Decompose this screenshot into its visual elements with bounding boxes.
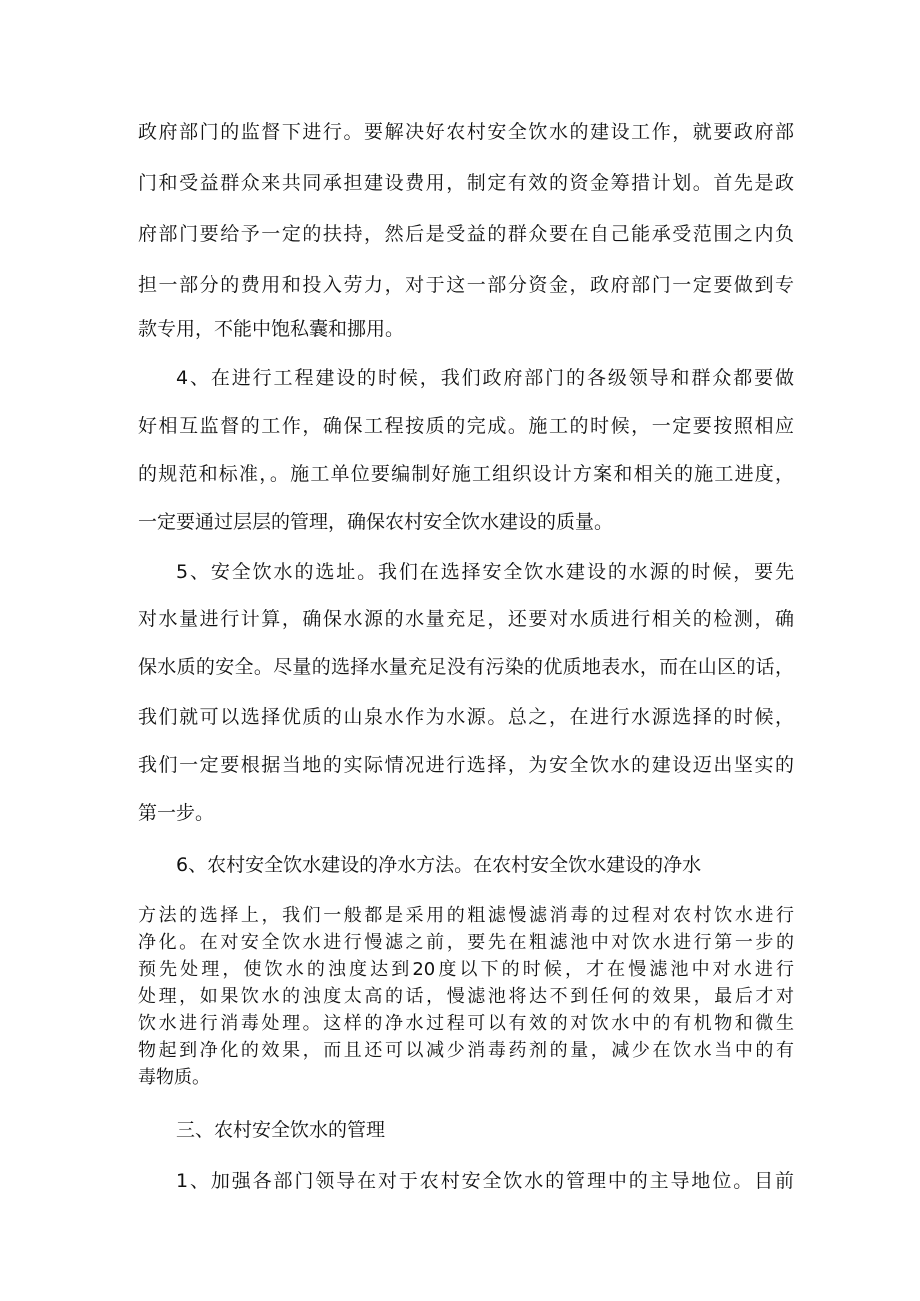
paragraph-line: 方法的选择上，我们一般都是采用的粗滤慢滤消毒的过程对农村饮水进行 <box>138 905 794 926</box>
paragraph-line: 府部门要给予一定的扶持，然后是受益的群众要在自己能承受范围之内负 <box>138 223 794 245</box>
paragraph-line: 6、农村安全饮水建设的净水方法。在农村安全饮水建设的净水 <box>176 854 702 876</box>
paragraph-line: 预先处理，使饮水的浊度达到20度以下的时候，才在慢滤池中对水进行 <box>138 959 794 980</box>
paragraph-line: 饮水进行消毒处理。这样的净水过程可以有效的对饮水中的有机物和微生 <box>138 1013 794 1034</box>
paragraph-line: 物起到净化的效果，而且还可以减少消毒药剂的量，减少在饮水当中的有 <box>138 1040 794 1061</box>
paragraph-line: 第一步。 <box>138 802 215 824</box>
paragraph-line: 的规范和标准，。施工单位要编制好施工组织设计方案和相关的施工进度， <box>138 463 794 485</box>
paragraph-line: 4、在进行工程建设的时候，我们政府部门的各级领导和群众都要做 <box>176 367 794 389</box>
paragraph-line: 处理，如果饮水的浊度太高的话，慢滤池将达不到任何的效果，最后才对 <box>138 986 794 1007</box>
paragraph-line: 对水量进行计算，确保水源的水量充足，还要对水质进行相关的检测，确 <box>138 608 794 630</box>
paragraph-line: 款专用，不能中饱私囊和挪用。 <box>138 318 405 340</box>
paragraph-line: 我们一定要根据当地的实际情况进行选择，为安全饮水的建设迈出坚实的 <box>138 754 794 776</box>
paragraph-line: 保水质的安全。尽量的选择水量充足没有污染的优质地表水，而在山区的话， <box>138 656 794 678</box>
paragraph-line: 一定要通过层层的管理，确保农村安全饮水建设的质量。 <box>138 511 614 533</box>
paragraph-line: 1、加强各部门领导在对于农村安全饮水的管理中的主导地位。目前 <box>176 1170 794 1192</box>
paragraph-line: 5、安全饮水的选址。我们在选择安全饮水建设的水源的时候，要先 <box>176 561 794 583</box>
section-heading: 三、农村安全饮水的管理 <box>176 1119 386 1141</box>
paragraph-line: 毒物质。 <box>138 1067 210 1088</box>
paragraph-line: 门和受益群众来共同承担建设费用，制定有效的资金筹措计划。首先是政 <box>138 172 794 194</box>
paragraph-line: 净化。在对安全饮水进行慢滤之前，要先在粗滤池中对饮水进行第一步的 <box>138 932 794 953</box>
paragraph-line: 担一部分的费用和投入劳力，对于这一部分资金，政府部门一定要做到专 <box>138 274 794 296</box>
paragraph-line: 我们就可以选择优质的山泉水作为水源。总之，在进行水源选择的时候， <box>138 706 794 728</box>
paragraph-line: 政府部门的监督下进行。要解决好农村安全饮水的建设工作，就要政府部 <box>138 121 794 143</box>
paragraph-line: 好相互监督的工作，确保工程按质的完成。施工的时候，一定要按照相应 <box>138 415 794 437</box>
